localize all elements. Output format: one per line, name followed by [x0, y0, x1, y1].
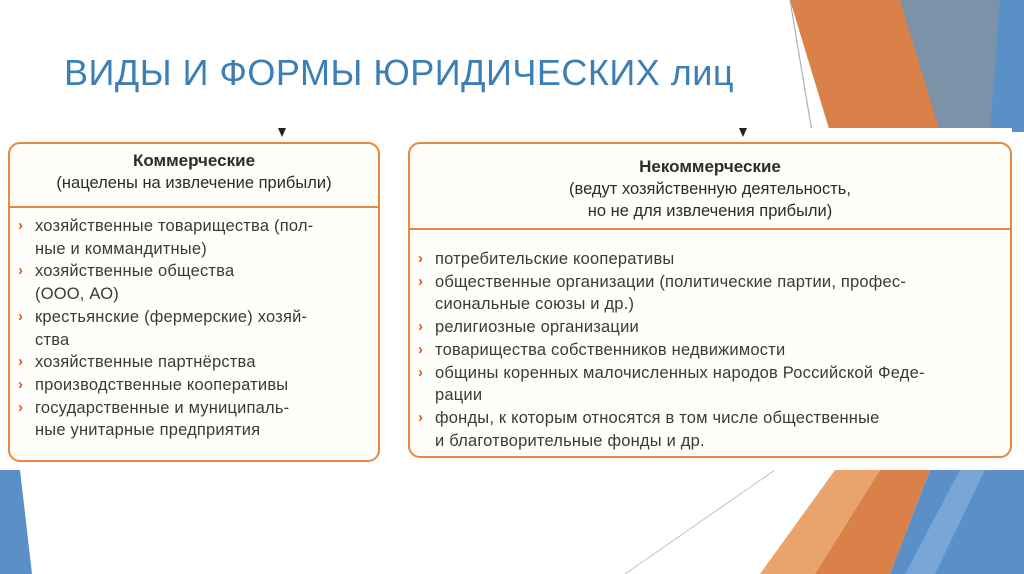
list-item: › общественные организации (политические партии, профес-: [410, 271, 1010, 294]
commercial-header: [10, 144, 378, 208]
noncommercial-title: Некоммерческие: [639, 157, 781, 176]
arrow-down-icon: [278, 128, 286, 137]
list-item: › общины коренных малочисленных народов Российской Феде-: [410, 362, 1010, 385]
commercial-subtitle: (нацелены на извлечение прибыли): [56, 174, 332, 192]
list-item-continuation: сиональные союзы и др.): [435, 295, 635, 314]
noncommercial-header: [410, 144, 1010, 230]
list-item: › крестьянские (фермерские) хозяй-: [10, 306, 378, 329]
list-item-continuation: ные унитарные предприятия: [35, 421, 261, 440]
list-item: › религиозные организации: [410, 316, 1010, 339]
list-item: › товарищества собственников недвижимости: [410, 339, 1010, 362]
bullet-chevron-icon: ›: [418, 250, 424, 267]
deco-bottom-left-blue-shape: [0, 470, 32, 574]
commercial-title: Коммерческие: [132, 151, 256, 170]
bullet-chevron-icon: ›: [418, 408, 424, 426]
arrow-down-icon: [739, 128, 747, 137]
legal-entities-table-image: [8, 128, 1012, 470]
bullet-chevron-icon: ›: [18, 353, 24, 371]
bullet-chevron-icon: ›: [18, 217, 24, 234]
commercial-box: [8, 142, 380, 462]
list-item-continuation: ства: [35, 330, 70, 349]
list-item: › государственные и муниципаль-: [10, 397, 378, 420]
list-item-continuation: и благотворительные фонды и др.: [435, 431, 705, 450]
list-item: › хозяйственные партнёрства: [10, 351, 378, 374]
noncommercial-box: [408, 142, 1012, 458]
bullet-chevron-icon: ›: [418, 272, 424, 290]
bullet-chevron-icon: ›: [418, 363, 424, 381]
noncommercial-subtitle-line1: (ведут хозяйственную деятельность,: [569, 180, 851, 198]
deco-bottom-thin-line: [625, 470, 775, 574]
noncommercial-list: [410, 230, 1010, 452]
commercial-list: [10, 208, 378, 442]
list-item: › производственные кооперативы: [10, 374, 378, 397]
bullet-chevron-icon: ›: [418, 318, 424, 336]
bullet-chevron-icon: ›: [18, 375, 24, 393]
slide-title: ВИДЫ И ФОРМЫ ЮРИДИЧЕСКИХ лиц: [64, 52, 734, 93]
list-item: › хозяйственные общества: [10, 260, 378, 283]
list-item: › потребительские кооперативы: [410, 248, 1010, 271]
list-item-continuation: рации: [435, 386, 483, 405]
list-item: › хозяйственные товарищества (пол-: [10, 215, 378, 238]
bullet-chevron-icon: ›: [18, 262, 24, 280]
bullet-chevron-icon: ›: [18, 398, 24, 416]
list-item: › фонды, к которым относятся в том числе общественные: [410, 407, 1010, 430]
bullet-chevron-icon: ›: [18, 307, 24, 325]
bullet-chevron-icon: ›: [418, 340, 424, 358]
list-item-continuation: ные и коммандитные): [35, 239, 207, 258]
list-item-continuation: (ООО, АО): [35, 285, 119, 304]
noncommercial-subtitle-line2: но не для извлечения прибыли): [587, 202, 833, 220]
